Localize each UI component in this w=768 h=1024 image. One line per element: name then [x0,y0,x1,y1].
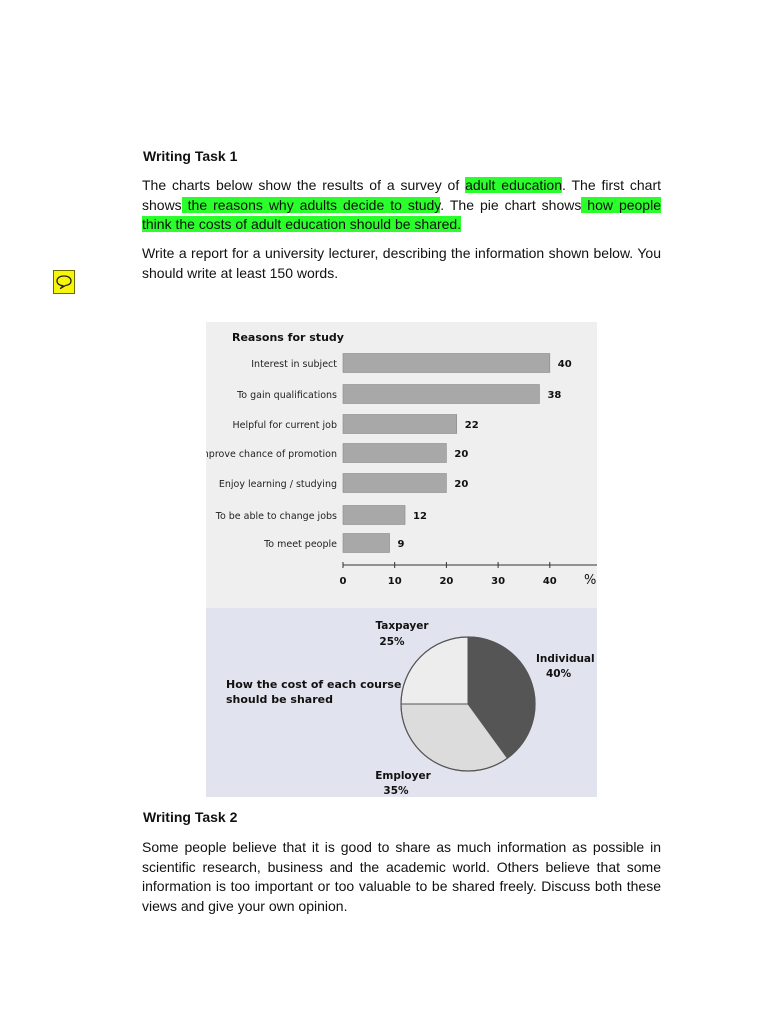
x-tick-label: 30 [491,576,506,587]
speech-bubble-icon[interactable] [53,270,75,294]
x-tick-label: 20 [439,576,454,587]
bar [343,534,390,553]
pie-label-value: 25% [379,636,405,648]
task1-paragraph-1 [142,176,661,235]
bar-value-label: 9 [397,539,405,550]
bar [343,506,405,525]
task1-paragraph-2: Write a report for a university lecturer, describing the information shown below. You should write at least 150 words. [142,245,661,281]
survey-figure [206,322,597,797]
bar [343,415,457,434]
bar-chart [206,322,597,608]
pie-label-name: Individual [536,653,595,665]
bar [343,385,539,404]
bar-value-label: 20 [454,479,469,490]
bar-label: To gain qualifications [237,390,337,401]
pie-chart-title-line-2: should be shared [226,693,333,706]
bar-chart-title: Reasons for study [232,331,344,344]
bar-label: Enjoy learning / studying [218,479,337,490]
bar [343,354,550,373]
highlight-reasons: the reasons why adults decide to study [181,196,441,213]
pie-label-value: 40% [546,668,572,680]
pie-label-name: Employer [375,770,431,782]
bar-value-label: 22 [464,420,479,431]
pie-chart [206,608,597,797]
bar [343,444,446,463]
x-axis-unit: % [584,573,597,588]
x-tick-label: 10 [387,576,402,587]
task1-text-1: The charts below show the results of a survey of [142,177,466,193]
task1-text-3: . The pie chart shows [440,196,582,213]
task1-heading: Writing Task 1 [143,148,238,164]
pie-label-name: Taxpayer [375,620,429,632]
highlight-costs: how people think the costs of adult education should be shared. [142,196,661,232]
bar-value-label: 40 [557,359,572,370]
task2-paragraph: Some people believe that it is good to share as much information as possible in scientific research, business and the academic world. Others believe that some information is too important or too valuable to be shared freely. Discuss both these views and give your own opinion. [142,839,661,914]
bar-label: To meet people [264,539,337,550]
bar-label: Interest in subject [251,359,337,370]
bar-label: To be able to change jobs [215,511,337,522]
pie-chart-title-line-1: How the cost of each course [226,678,402,691]
x-tick-label: 0 [339,576,347,587]
pie-chart-panel [206,608,597,797]
comment-glyph [56,274,72,290]
bar-value-label: 38 [547,390,562,401]
task1-text-2: . The first chart shows [142,177,662,213]
pie-label-value: 35% [383,785,409,797]
task2-heading: Writing Task 2 [143,809,238,825]
pie-slice-taxpayer [401,637,468,704]
bar-value-label: 20 [454,449,469,460]
highlight-adult-education: adult education [465,177,563,193]
bar-chart-panel [206,322,597,608]
bar-label: Helpful for current job [232,420,337,431]
x-tick-label: 40 [542,576,557,587]
bar [343,474,446,493]
bar-value-label: 12 [413,511,427,522]
bar-label: Improve chance of promotion [206,449,337,460]
